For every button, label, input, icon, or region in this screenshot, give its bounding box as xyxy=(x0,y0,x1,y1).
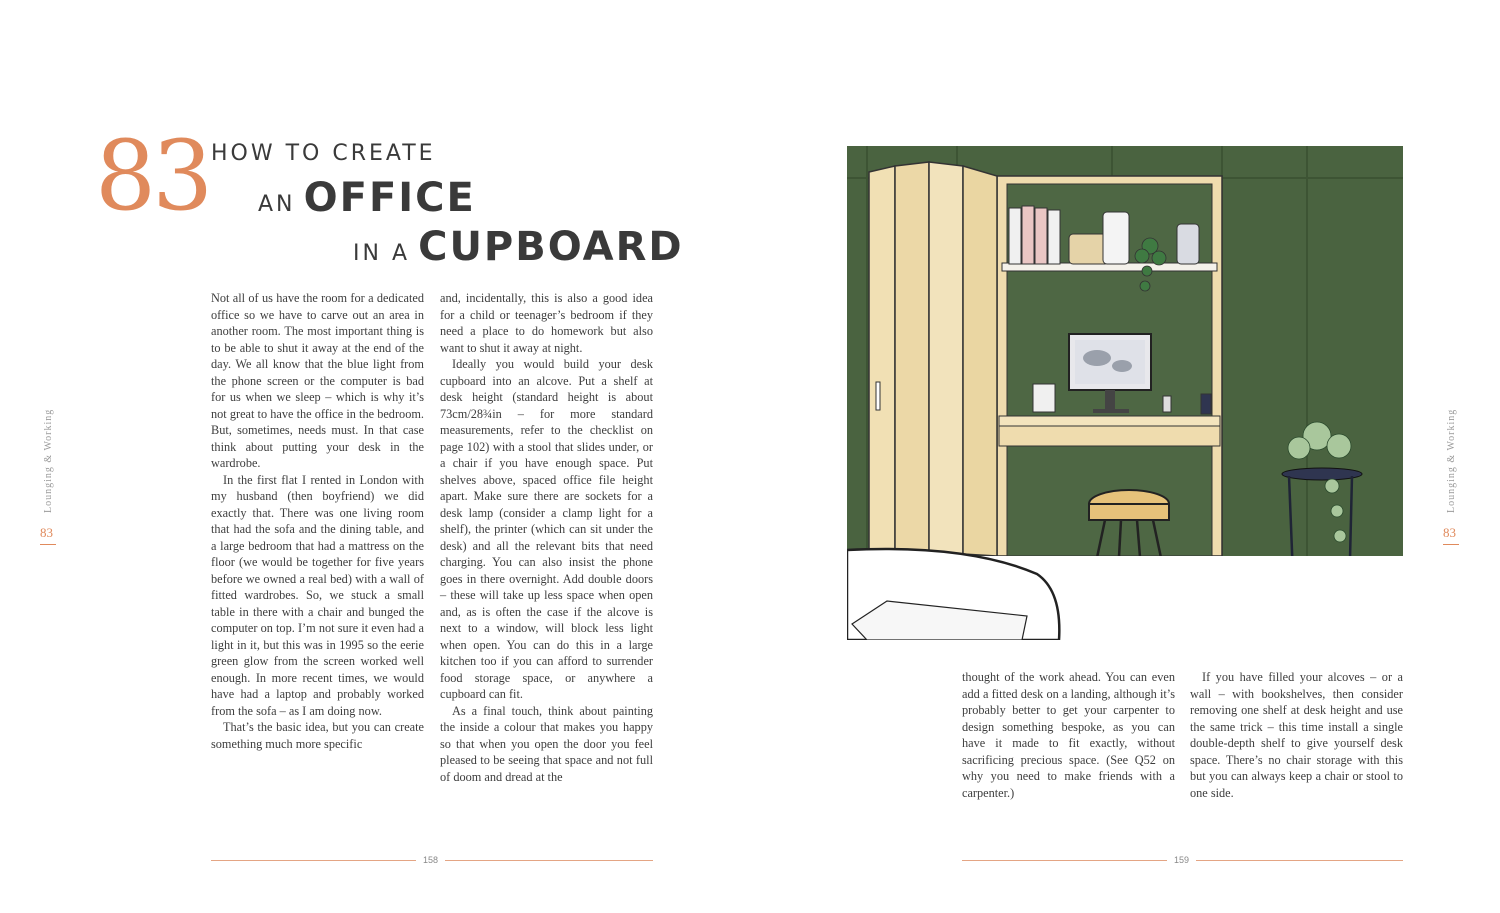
running-head-left xyxy=(43,409,54,513)
left-column-1 xyxy=(211,290,424,752)
title-line-3-small: IN A xyxy=(353,241,410,266)
paragraph: That’s the basic idea, but you can create something much more specific xyxy=(211,720,424,751)
paragraph: Not all of us have the room for a dedicated office so we have to carve out an area in another room. The most important thing is to be able to shut it away at the end of the day. We all know that the blue light from the phone screen or the computer is bad for us when we sleep – which is why it’s not great to have the office in the bedroom. But, sometimes, needs must. In that case think about putting your desk in the wardrobe. xyxy=(211,291,424,470)
footer-rule-left-b xyxy=(445,860,653,861)
running-head-rule-left xyxy=(40,544,56,545)
paragraph: As a final touch, think about painting the inside a colour that makes you happy so that when you open the door you feel pleased to be seeing that space and not full of doom and dread at the xyxy=(440,703,653,784)
running-head-section: Lounging & Working xyxy=(43,408,54,513)
footer-rule-left-a xyxy=(211,860,416,861)
paragraph: Ideally you would build your desk cupboard into an alcove. Put a shelf at desk height (standard height is about 73cm/28¾in – for more standard measurements, refer to the checklist on page 102) with a stool that slides under, or a chair if you have enough space. Put shelves above, spaced office file height apart. Make sure there are sockets for a desk lamp (consider a clamp light for a shelf), the printer (which can sit under the desk) and all the relevant bits that need charging. You can also insist the phone goes in there overnight. Add double doors – these will take up less space when open and, as is often the case if the alcove is next to a window, will block less light when open. You can do this in a large kitchen too if you can afford to surrender food storage space, or anywhere a cupboard can fit. xyxy=(440,357,653,701)
right-column-2 xyxy=(1190,669,1403,801)
running-head-number-left: 83 xyxy=(40,525,53,540)
paragraph: thought of the work ahead. You can even add a fitted desk on a landing, although it’s probably better to get your carpenter to design something bespoke, as you can have it made to fit exactly, without sacrificing precious space. (See Q52 on why you need to make friends with a carpenter.) xyxy=(962,670,1175,800)
running-head-section: Lounging & Working xyxy=(1446,408,1457,513)
left-column-2 xyxy=(440,290,653,785)
title-line-3-big: CUPBOARD xyxy=(418,224,684,270)
footer-rule-right-a xyxy=(962,860,1167,861)
page-number-right: 159 xyxy=(1174,855,1190,865)
footer-rule-right-b xyxy=(1196,860,1403,861)
title-line-3 xyxy=(353,224,684,270)
office-cupboard-illustration xyxy=(847,146,1403,640)
running-head-right xyxy=(1446,409,1457,513)
title-line-2 xyxy=(258,175,476,221)
running-head-rule-right xyxy=(1443,544,1459,545)
title-line-2-big: OFFICE xyxy=(303,175,476,221)
running-head-number-right: 83 xyxy=(1443,525,1456,540)
paragraph: and, incidentally, this is also a good idea for a child or teenager’s bedroom if they need a place to do homework but also want to shut it away at night. xyxy=(440,291,653,355)
right-column-1 xyxy=(962,669,1175,801)
chapter-number: 83 xyxy=(95,120,210,232)
paragraph: In the first flat I rented in London with my husband (then boyfriend) we did exactly that. There was one living room that had the sofa and the dining table, and a large bedroom that had a mattress on the floor (we would be together for five years before we owned a real bed) with a wall of fitted wardrobes. So, we stuck a small table in there with a chair and bunged the computer on top. I’m not sure it even had a light in it, but this was in 1995 so the eerie green glow from the screen worked well enough. In more recent times, we would have had a laptop and probably worked from the sofa – as I am doing now. xyxy=(211,472,424,718)
page-number-left: 158 xyxy=(423,855,439,865)
title-line-1: HOW TO CREATE xyxy=(211,141,436,166)
title-line-2-small: AN xyxy=(258,192,296,217)
paragraph: If you have filled your alcoves – or a wall – with bookshelves, then consider removing one shelf at desk height and use the same trick – this time install a single double-depth shelf to give yourself desk space. There’s no chair storage with this but you can always keep a chair or stool to one side. xyxy=(1190,670,1403,800)
